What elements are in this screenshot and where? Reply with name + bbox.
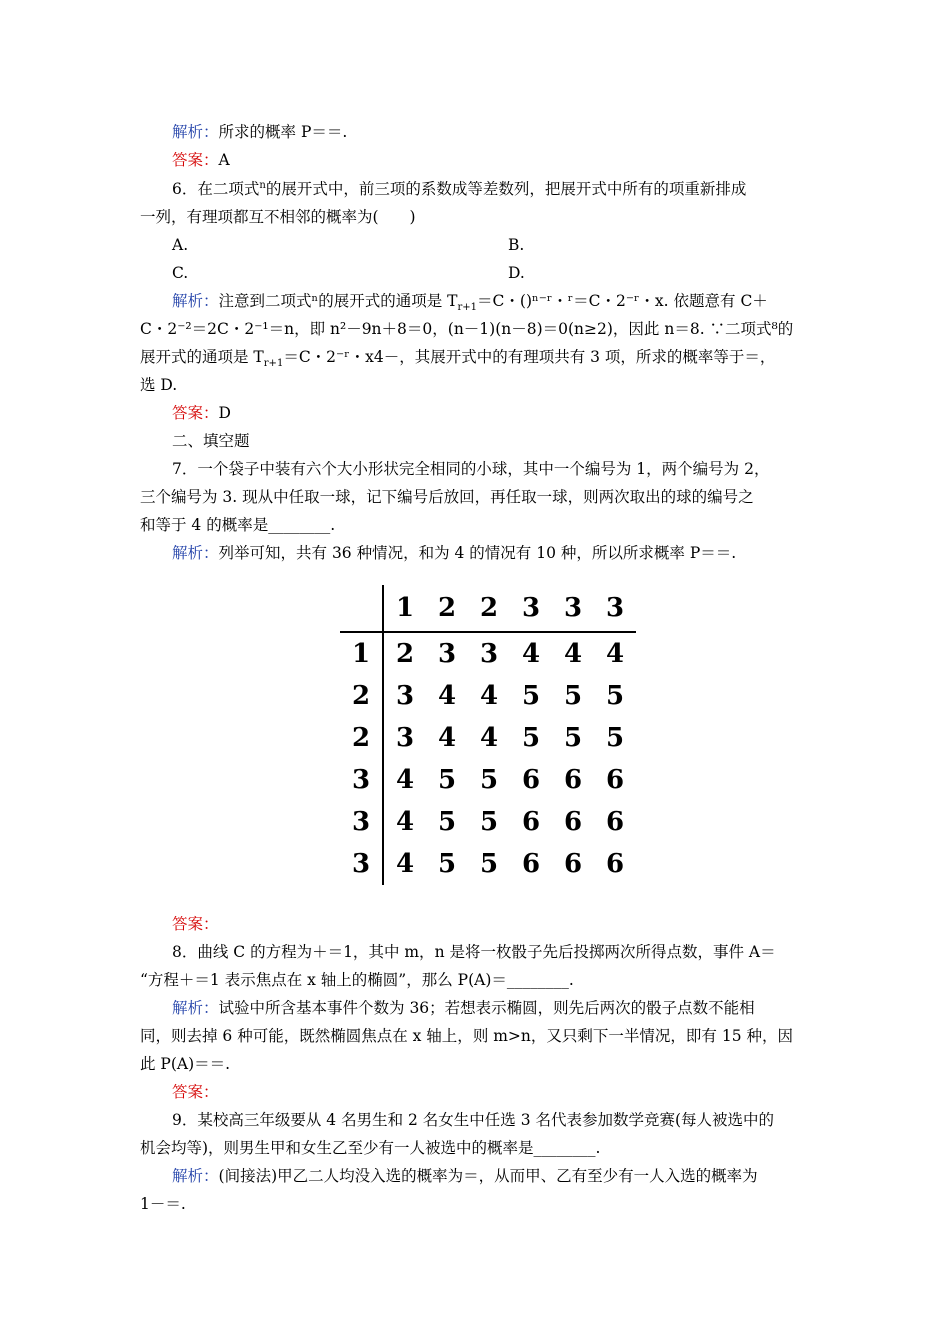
analysis-label: 解析： — [172, 123, 219, 141]
table-row-label: 2 — [340, 675, 383, 717]
table-cell: 6 — [521, 849, 541, 879]
table-header-cell: 3 — [510, 585, 552, 632]
option-b: B. — [508, 236, 525, 254]
subscript: r+1 — [457, 302, 478, 314]
table-row-label: 3 — [340, 843, 383, 885]
analysis-text: 列举可知，共有 36 种情况，和为 4 的情况有 10 种，所以所求概率 P＝＝. — [218, 544, 737, 562]
table-header-cell: 1 — [383, 585, 426, 632]
q8-stem-line1: 8．曲线 C 的方程为＋＝1，其中 m，n 是将一枚骰子先后投掷两次所得点数，事件 A＝ — [172, 943, 776, 961]
table-header-cell: 3 — [594, 585, 636, 632]
q5-answer — [172, 149, 847, 171]
section-heading: 二、填空题 — [172, 432, 250, 450]
q6-options-cd — [172, 262, 847, 284]
table-row — [340, 759, 636, 801]
q8-stem-line2: “方程＋＝1 表示焦点在 x 轴上的椭圆”，那么 P(A)＝________. — [140, 971, 574, 989]
table-cell: 4 — [521, 639, 541, 669]
analysis-label: 解析： — [172, 292, 219, 310]
answer-label: 答案： — [172, 151, 219, 169]
q6-stem-line2: 一列，有理项都互不相邻的概率为( ) — [140, 208, 416, 226]
q7-stem-line2: 三个编号为 3. 现从中任取一球，记下编号后放回，再任取一球，则两次取出的球的编号之 — [140, 488, 754, 506]
table-cell: 5 — [563, 681, 583, 711]
analysis-text: (间接法)甲乙二人均没入选的概率为＝，从而甲、乙有至少有一人入选的概率为 — [218, 1167, 758, 1185]
table-cell: 4 — [479, 681, 499, 711]
table-cell: 4 — [437, 723, 457, 753]
table-row — [340, 843, 636, 885]
table-row — [340, 801, 636, 843]
table-row — [340, 717, 636, 759]
sum-table — [340, 585, 636, 885]
table-header-cell: 2 — [426, 585, 468, 632]
table-cell: 6 — [605, 849, 625, 879]
stem-text: 的展开式中，前三项的系数成等差数列，把展开式中所有的项重新排成 — [265, 180, 747, 198]
option-a: A. — [172, 236, 189, 254]
table-row-label: 3 — [340, 759, 383, 801]
option-c: C. — [172, 264, 189, 282]
analysis-label: 解析： — [172, 544, 219, 562]
q6-stem-line1 — [172, 178, 847, 200]
stem-text: 6．在二项式 — [172, 180, 260, 198]
q6-options-ab — [172, 234, 847, 256]
table-row-label: 1 — [340, 632, 383, 675]
table-row-label: 2 — [340, 717, 383, 759]
q6-answer — [172, 402, 847, 424]
answer-label: 答案： — [172, 1083, 219, 1101]
q6-analysis-line2: C・2⁻²＝2C・2⁻¹＝n，即 n²－9n＋8＝0，(n－1)(n－8)＝0(n≥2)，因此 n＝8. ∵二项式⁸的 — [140, 320, 794, 338]
table-cell: 2 — [395, 639, 415, 669]
q7-analysis — [172, 542, 847, 564]
q7-stem-line3: 和等于 4 的概率是________. — [140, 516, 336, 534]
analysis-text: ＝C・()ⁿ⁻ʳ・ʳ＝C・2⁻ʳ・x. 依题意有 C＋ — [477, 292, 768, 310]
q5-analysis — [172, 121, 847, 143]
q8-analysis-line2: 同，则去掉 6 种可能，既然椭圆焦点在 x 轴上，则 m>n，又只剩下一半情况，即有 15 种，因 — [140, 1027, 793, 1045]
q8-analysis-line1 — [172, 997, 847, 1019]
q6-analysis-line4: 选 D. — [140, 376, 178, 394]
table-header-cell: 2 — [468, 585, 510, 632]
table-cell: 5 — [605, 723, 625, 753]
table-cell: 4 — [605, 639, 625, 669]
analysis-text: 注意到二项式ⁿ的展开式的通项是 T — [218, 292, 458, 310]
table-cell: 4 — [395, 807, 415, 837]
table-row — [340, 675, 636, 717]
q9-analysis-line1 — [172, 1165, 847, 1187]
table-cell: 5 — [437, 849, 457, 879]
table-cell: 6 — [563, 849, 583, 879]
table-cell: 5 — [521, 681, 541, 711]
table-cell: 5 — [479, 849, 499, 879]
table-row-label: 3 — [340, 801, 383, 843]
table-cell: 4 — [437, 681, 457, 711]
answer-label: 答案： — [172, 404, 219, 422]
q9-stem-line2: 机会均等)，则男生甲和女生乙至少有一人被选中的概率是________. — [140, 1139, 601, 1157]
analysis-text: 展开式的通项是 T — [140, 348, 264, 366]
answer-value: D — [218, 404, 231, 422]
superscript: n — [259, 179, 266, 191]
table-cell: 5 — [479, 765, 499, 795]
q9-analysis-line2: 1－＝. — [140, 1195, 186, 1213]
table-cell: 4 — [563, 639, 583, 669]
table-cell: 3 — [437, 639, 457, 669]
analysis-text: 所求的概率 P＝＝. — [218, 123, 348, 141]
analysis-text: ＝C・2⁻ʳ・x4－，其展开式中的有理项共有 3 项，所求的概率等于＝， — [283, 348, 776, 366]
table-cell: 3 — [395, 723, 415, 753]
table-cell: 5 — [605, 681, 625, 711]
table-row — [340, 632, 636, 675]
table-cell: 4 — [395, 765, 415, 795]
table-cell: 5 — [437, 765, 457, 795]
analysis-text: 试验中所含基本事件个数为 36；若想表示椭圆，则先后两次的骰子点数不能相 — [218, 999, 755, 1017]
q6-analysis-line3 — [140, 346, 815, 368]
q6-analysis-line1 — [172, 290, 847, 312]
analysis-label: 解析： — [172, 1167, 219, 1185]
q7-stem-line1: 7．一个袋子中装有六个大小形状完全相同的小球，其中一个编号为 1，两个编号为 2， — [172, 460, 770, 478]
table-cell: 6 — [563, 765, 583, 795]
table-header-cell: 3 — [552, 585, 594, 632]
table-cell: 5 — [479, 807, 499, 837]
subscript: r+1 — [263, 358, 284, 370]
table-cell: 4 — [479, 723, 499, 753]
answer-label: 答案： — [172, 915, 219, 933]
answer-value: A — [218, 151, 230, 169]
table-cell: 3 — [479, 639, 499, 669]
analysis-label: 解析： — [172, 999, 219, 1017]
q7-answer — [172, 913, 847, 935]
option-d: D. — [508, 264, 525, 282]
table-cell: 6 — [605, 765, 625, 795]
table-corner — [340, 585, 383, 632]
q8-analysis-line3: 此 P(A)＝＝. — [140, 1055, 231, 1073]
table-header-row — [340, 585, 636, 632]
table-cell: 6 — [521, 765, 541, 795]
table-cell: 5 — [521, 723, 541, 753]
table-cell: 3 — [395, 681, 415, 711]
table-cell: 6 — [521, 807, 541, 837]
table-cell: 6 — [563, 807, 583, 837]
table-cell: 5 — [437, 807, 457, 837]
q8-answer — [172, 1081, 847, 1103]
q9-stem-line1: 9．某校高三年级要从 4 名男生和 2 名女生中任选 3 名代表参加数学竞赛(每人被选中的 — [172, 1111, 775, 1129]
table-cell: 5 — [563, 723, 583, 753]
table-cell: 6 — [605, 807, 625, 837]
table-cell: 4 — [395, 849, 415, 879]
